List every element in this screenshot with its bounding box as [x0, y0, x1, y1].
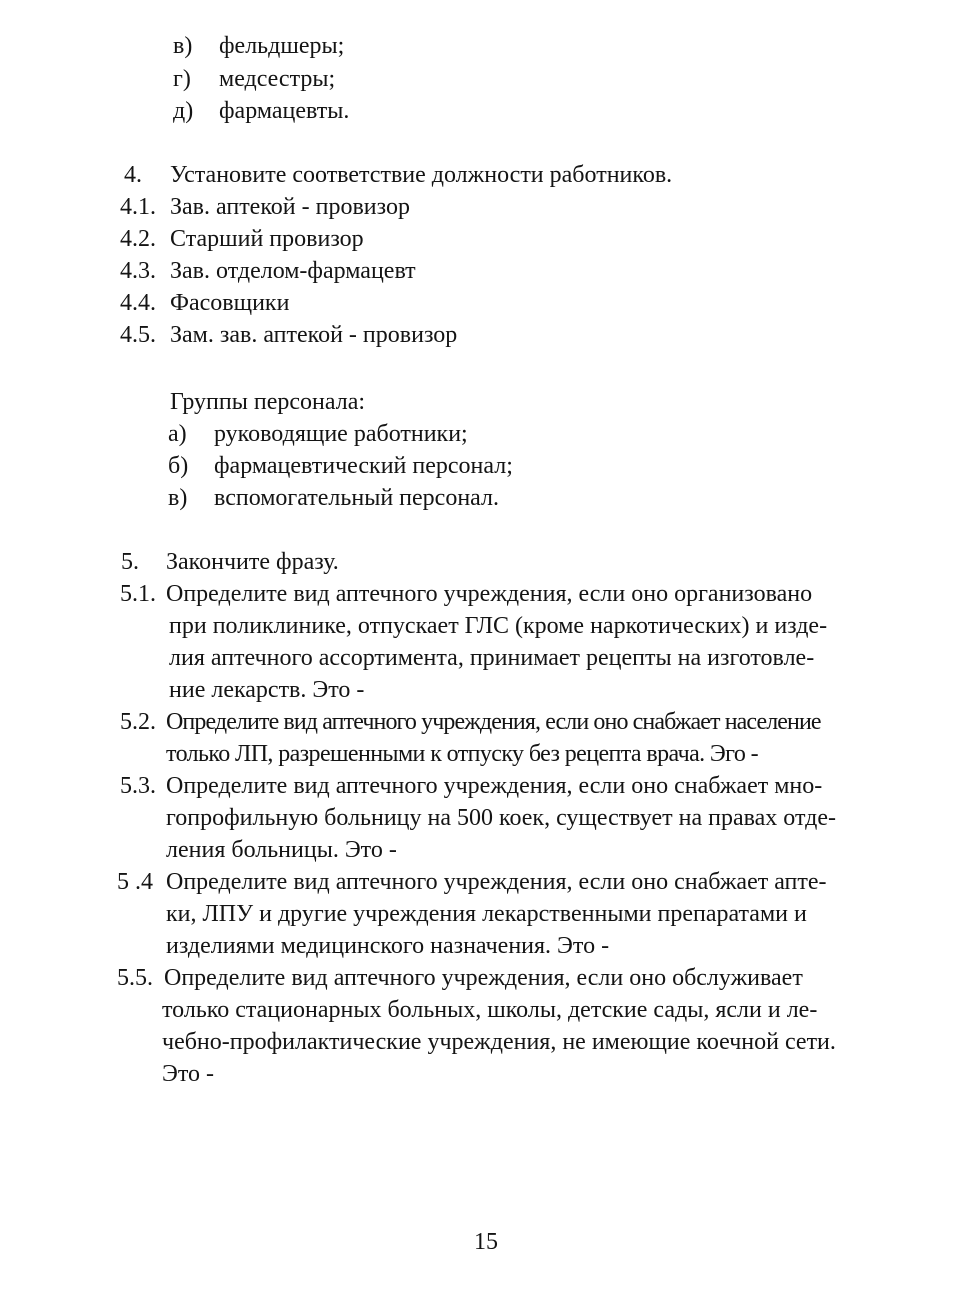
- item-number: 4.1.: [120, 194, 156, 220]
- item-number: 4.3.: [120, 258, 156, 284]
- item-text: Определите вид аптечного учреждения, если оно снабжает мно-: [166, 773, 823, 799]
- option-marker: д): [173, 98, 194, 124]
- group-text: вспомогательный персонал.: [214, 485, 499, 511]
- item-number: 5.2.: [120, 709, 156, 735]
- group-marker: б): [168, 453, 189, 479]
- group-text: руководящие работники;: [214, 421, 468, 447]
- option-text: фельдшеры;: [219, 33, 345, 59]
- item-number: 5.5.: [117, 965, 153, 991]
- item-text: Зам. зав. аптекой - провизор: [170, 322, 458, 348]
- item-number: 5 .4: [117, 869, 153, 895]
- question-number: 4.: [124, 162, 142, 188]
- item-text: Определите вид аптечного учреждения, если оно обслуживает: [164, 965, 803, 991]
- question-title: Установите соответствие должности работников.: [170, 162, 673, 188]
- item-text: Определите вид аптечного учреждения, если оно организовано: [166, 581, 813, 607]
- item-number: 4.2.: [120, 226, 156, 252]
- group-text: фармацевтический персонал;: [214, 453, 513, 479]
- option-text: фармацевты.: [219, 98, 350, 124]
- item-text: Фасовщики: [170, 290, 290, 316]
- item-text: Определите вид аптечного учреждения, если оно снабжает апте-: [166, 869, 827, 895]
- group-marker: а): [168, 421, 187, 447]
- item-text: Зав. аптекой - провизор: [170, 194, 410, 220]
- item-number: 4.5.: [120, 322, 156, 348]
- item-number: 5.3.: [120, 773, 156, 799]
- item-text: Определите вид аптечного учреждения, если оно снабжает население: [166, 709, 821, 735]
- question-title: Закончите фразу.: [166, 549, 339, 575]
- group-marker: в): [168, 485, 188, 511]
- item-text: Старший провизор: [170, 226, 364, 252]
- option-marker: в): [173, 33, 193, 59]
- page-number: 15: [474, 1229, 498, 1255]
- item-number: 4.4.: [120, 290, 156, 316]
- option-marker: г): [173, 66, 191, 92]
- document-page: в) фельдшеры; г) медсестры; д) фармацевты. 4. Установите соответствие должности работников. 4.1. Зав. аптекой - провизор 4.2. Старший провизор 4.3. Зав. отделом-фармацевт 4.4. Фасовщики 4.5. Зам. зав. аптекой - провизор Группы персонала: а) руководящие работники; б) фармацевтический персонал; в) вспомогательный персонал. 5. Закончите фразу. 5.1. Определите вид аптечного учреждения, если оно организовано при поликлинике, отпускает ГЛС (кроме наркотических) и изде- лия аптечного ассортимента, принимает рецепты на изготовле- ние лекарств. Это - 5.2. Определите вид аптечного учреждения, если оно снабжает население только ЛП, разрешенными к отпуску без рецепта врача. Эго - 5.3. Определите вид аптечного учреждения, если оно снабжает мно- гопрофильную больницу на 500 коек, существует на правах отде- ления больницы. Это - 5 .4 Определите вид аптечного учреждения, если оно снабжает апте- ки, ЛПУ и другие учреждения лекарственными препаратами и изделиями медицинского назначения. Это - 5.5. Определите вид аптечного учреждения, если оно обслуживает только стационарных больных, школы, детские сады, ясли и ле- чебно-профилактические учреждения, не имеющие коечной сети. Это - 15: [0, 0, 972, 1315]
- item-text: Зав. отделом-фармацевт: [170, 258, 416, 284]
- question-number: 5.: [121, 549, 139, 575]
- option-text: медсестры;: [219, 66, 336, 92]
- item-number: 5.1.: [120, 581, 156, 607]
